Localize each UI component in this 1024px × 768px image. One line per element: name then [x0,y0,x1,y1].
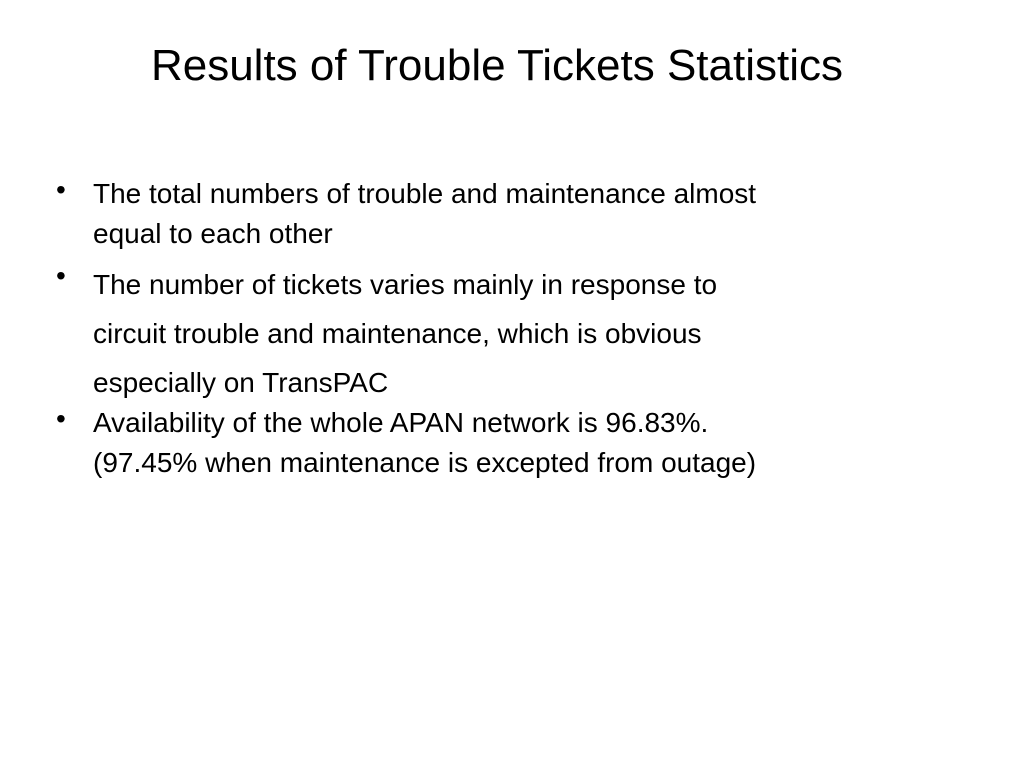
bullet-item-ticket-variation [56,260,956,407]
bullet-line: The number of tickets varies mainly in response to [93,269,718,300]
bullet-line: equal to each other [93,218,333,249]
slide-title: Results of Trouble Tickets Statistics [150,41,844,90]
bullet-icon: • [56,174,66,205]
bullet-line: circuit trouble and maintenance, which is obvious [93,318,702,349]
bullet-icon: • [56,260,66,291]
bullet-line: Availability of the whole APAN network is 96.83%. [93,407,709,438]
bullet-item-network-availability [56,403,956,483]
bullet-line: The total numbers of trouble and maintenance almost [93,178,757,209]
bullet-list [56,174,956,489]
bullet-line: (97.45% when maintenance is excepted from outage) [93,447,757,478]
bullet-line: especially on TransPAC [93,367,389,398]
bullet-item-trouble-maintenance-equal [56,174,956,254]
bullet-icon: • [56,403,66,434]
